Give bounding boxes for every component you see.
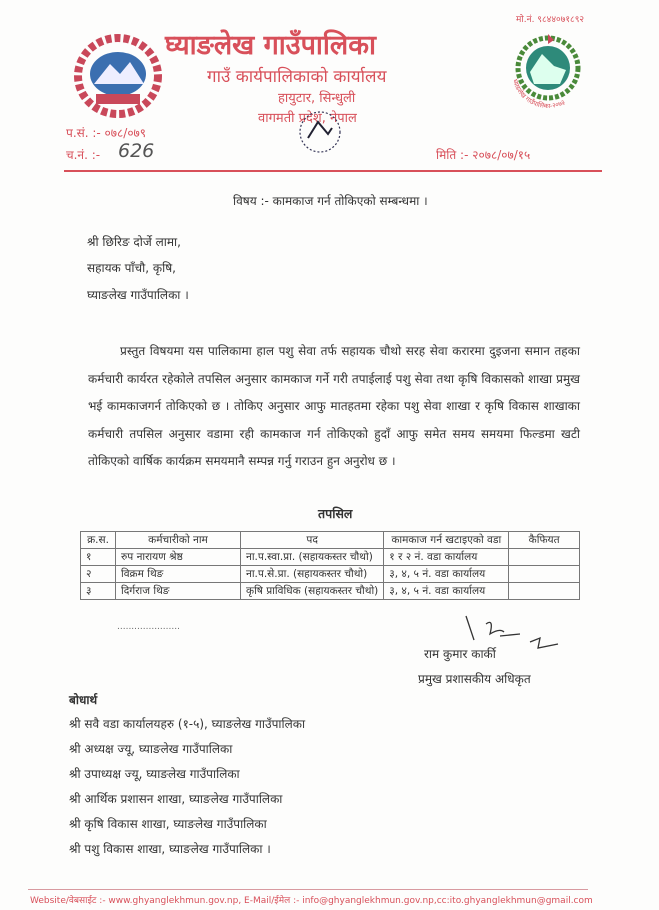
cc-item: श्री आर्थिक प्रशासन शाखा, घ्याङलेख गाउँपालिका	[69, 792, 283, 806]
table-title: तपसिल	[318, 506, 353, 521]
subject: विषय :- कामकाज गर्न तोकिएको सम्बन्धमा ।	[233, 194, 428, 208]
cell: कृषि प्राविधिक (सहायकस्तर चौथो)	[241, 583, 384, 600]
cc-item: श्री सवै वडा कार्यालयहरु (१-५), घ्याङलेख गाउँपालिका	[69, 717, 306, 731]
date: मिति :- २०७८/०७/१५	[436, 148, 531, 162]
table-row	[81, 583, 580, 600]
cell: १	[81, 549, 116, 566]
letter-body: प्रस्तुत विषयमा यस पालिकामा हाल पशु सेवा तर्फ सहायक चौथो सरह सेवा करारमा दुइजना समान तहका कर्मचारी कार्यरत रहेकोले तपसिल अनुसार कामकाज गर्ने गरी तपाईलाई पशु सेवा तथा कृषि विकासको शाखा प्रमुख भई कामकाजगर्न तोकिएको छ । तोकिए अनुसार आफु मातहतमा रहेका पशु सेवा शाखा र कृषि विकास शाखाका कर्मचारी तपसिल अनुसार वडामा रही कामकाज गर्न तोकिएको हुदाँ आफु समेत समय समयमा फिल्डमा खटी तोकिएको वार्षिक कार्यक्रम समयमानै सम्पन्न गर्नु गराउन हुन अनुरोध छ ।	[88, 344, 580, 468]
addressee-line: घ्याङलेख गाउँपालिका ।	[87, 288, 189, 302]
cell: ३	[81, 583, 116, 600]
footer-contact: Website/वेबसाईट :- www.ghyanglekhmun.gov.np, E-Mail/ईमेल :- info@ghyanglekhmun.gov.np,cc:ito.ghyanglekhmun@gmail.com	[30, 896, 593, 906]
cc-heading: बोधार्थ	[69, 693, 98, 707]
cc-item: श्री कृषि विकास शाखा, घ्याङलेख गाउँपालिका	[69, 817, 267, 831]
cc-item: श्री अध्यक्ष ज्यू, घ्याङलेख गाउँपालिका	[69, 742, 233, 756]
col-header: कैफियत	[509, 532, 580, 549]
table-header-row	[81, 532, 580, 549]
cell	[509, 566, 580, 583]
patra-sankhya: प.सं. :- ०७८/०७९	[66, 126, 147, 140]
office-stamp	[292, 104, 350, 174]
office-address: हायुटार, सिन्धुली	[278, 91, 356, 106]
cell: रुप नारायण श्रेष्ठ	[116, 549, 241, 566]
phone-number: मो.नं. ९८४४०७१८९२	[516, 15, 585, 25]
col-header: कामकाज गर्न खटाइएको वडा	[384, 532, 509, 549]
addressee-line: श्री छिरिङ दोर्जे लामा,	[87, 235, 181, 249]
cell: १ र २ नं. वडा कार्यालय	[384, 549, 509, 566]
cell: दिर्गराज थिङ	[116, 583, 241, 600]
col-header: पद	[241, 532, 384, 549]
col-header: कर्मचारीको नाम	[116, 532, 241, 549]
cell: ३, ४, ५ नं. वडा कार्यालय	[384, 583, 509, 600]
cell: ना.प.से.प्रा. (सहायकस्तर चौथो)	[241, 566, 384, 583]
footer-divider	[28, 889, 588, 890]
table-row	[81, 549, 580, 566]
nepal-emblem-logo	[74, 34, 162, 118]
cell: ३, ४, ५ नं. वडा कार्यालय	[384, 566, 509, 583]
cell: ना.प.स्वा.प्रा. (सहायकस्तर चौथो)	[241, 549, 384, 566]
signatory-name: राम कुमार कार्की	[424, 647, 496, 661]
assignment-table	[80, 531, 580, 600]
header-divider	[64, 170, 602, 172]
office-province: वागमती प्रदेश, नेपाल	[258, 111, 357, 126]
cell: विक्रम थिङ	[116, 566, 241, 583]
cell: २	[81, 566, 116, 583]
cc-item: श्री उपाध्यक्ष ज्यू, घ्याङलेख गाउँपालिका	[69, 767, 240, 781]
table-row	[81, 566, 580, 583]
col-header: क्र.स.	[81, 532, 116, 549]
chalani-label: च.नं. :-	[66, 148, 101, 162]
municipality-title: घ्याङलेख गाउँपालिका	[165, 30, 376, 61]
chalani-number: 626	[118, 140, 155, 162]
addressee-line: सहायक पाँचौ, कृषि,	[87, 261, 176, 275]
signatory-title: प्रमुख प्रशासकीय अधिकृत	[418, 672, 531, 686]
municipality-logo	[508, 28, 588, 118]
office-subtitle: गाउँ कार्यपालिकाको कार्यालय	[207, 67, 387, 87]
cell	[509, 583, 580, 600]
municipality-logo-text: घ्याङलेख गाउँपालिका-२०७३	[510, 78, 567, 111]
cc-item: श्री पशु विकास शाखा, घ्याङलेख गाउँपालिका ।	[69, 842, 271, 856]
cell	[509, 549, 580, 566]
dotted-line: ......................	[117, 622, 180, 632]
